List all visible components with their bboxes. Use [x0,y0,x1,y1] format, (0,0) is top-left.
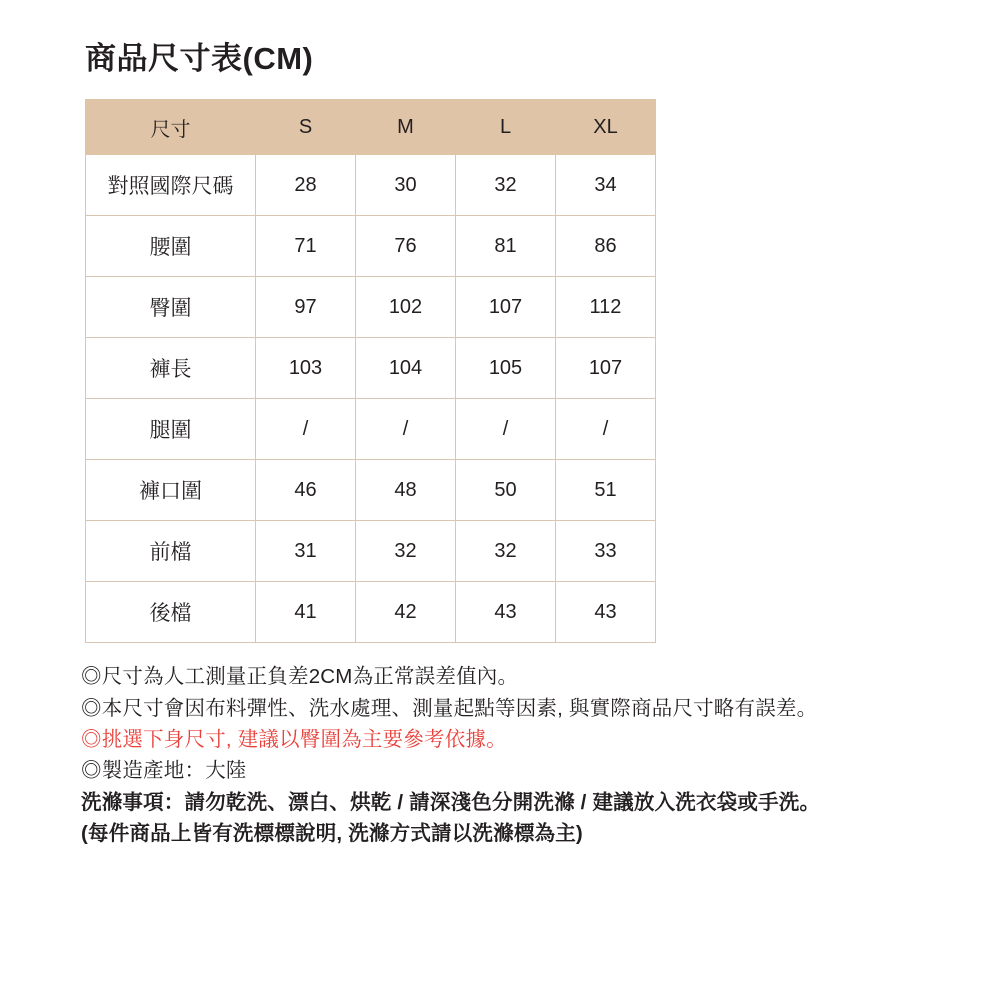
row-label: 前檔 [86,521,256,582]
table-row [86,521,656,582]
note-origin: ◎製造產地：大陸 [81,759,247,783]
row-label: 腰圍 [86,216,256,277]
table-cell: 102 [356,277,456,338]
note-care-label: (每件商品上皆有洗標標說明, 洗滌方式請以洗滌標為主) [81,821,583,845]
table-cell: 105 [456,338,556,399]
notes-section [81,661,970,849]
table-cell: 32 [456,155,556,216]
table-cell: 30 [356,155,456,216]
note-washing-instructions: 洗滌事項：請勿乾洗、漂白、烘乾 / 請深淺色分開洗滌 / 建議放入洗衣袋或手洗。 [81,790,821,814]
table-cell: 86 [556,216,656,277]
table-row [86,155,656,216]
column-header-xl: XL [556,100,656,155]
table-row [86,399,656,460]
row-label: 對照國際尺碼 [86,155,256,216]
note-size-recommendation: ◎挑選下身尺寸, 建議以臀圍為主要參考依據。 [81,727,507,751]
table-cell: 97 [256,277,356,338]
table-cell: 32 [356,521,456,582]
table-cell: 76 [356,216,456,277]
table-cell: / [256,399,356,460]
table-cell: 103 [256,338,356,399]
table-cell: 28 [256,155,356,216]
table-cell: 46 [256,460,356,521]
row-label: 腿圍 [86,399,256,460]
table-row [86,338,656,399]
row-label: 後檔 [86,582,256,643]
table-cell: 112 [556,277,656,338]
note-fabric-variance: ◎本尺寸會因布料彈性、洗水處理、測量起點等因素, 與實際商品尺寸略有誤差。 [81,696,818,720]
note-measurement-tolerance: ◎尺寸為人工測量正負差2CM為正常誤差值內。 [81,665,519,689]
column-header-size: 尺寸 [86,100,256,155]
table-cell: / [356,399,456,460]
table-cell: 50 [456,460,556,521]
table-cell: 43 [556,582,656,643]
table-cell: 104 [356,338,456,399]
table-cell: / [456,399,556,460]
table-cell: 107 [456,277,556,338]
table-cell: 71 [256,216,356,277]
table-cell: 31 [256,521,356,582]
table-cell: 32 [456,521,556,582]
table-cell: 42 [356,582,456,643]
table-row [86,460,656,521]
row-label: 褲長 [86,338,256,399]
table-row [86,582,656,643]
table-cell: 48 [356,460,456,521]
size-table [85,99,656,643]
table-header-row [86,100,656,155]
table-cell: 81 [456,216,556,277]
row-label: 褲口圍 [86,460,256,521]
table-header [86,100,656,155]
column-header-l: L [456,100,556,155]
column-header-m: M [356,100,456,155]
table-cell: 51 [556,460,656,521]
table-row [86,277,656,338]
table-cell: 43 [456,582,556,643]
column-header-s: S [256,100,356,155]
table-cell: 41 [256,582,356,643]
table-cell: / [556,399,656,460]
table-body [86,155,656,643]
table-cell: 34 [556,155,656,216]
table-row [86,216,656,277]
table-cell: 33 [556,521,656,582]
table-cell: 107 [556,338,656,399]
page-title: 商品尺寸表(CM) [85,41,314,76]
row-label: 臀圍 [86,277,256,338]
